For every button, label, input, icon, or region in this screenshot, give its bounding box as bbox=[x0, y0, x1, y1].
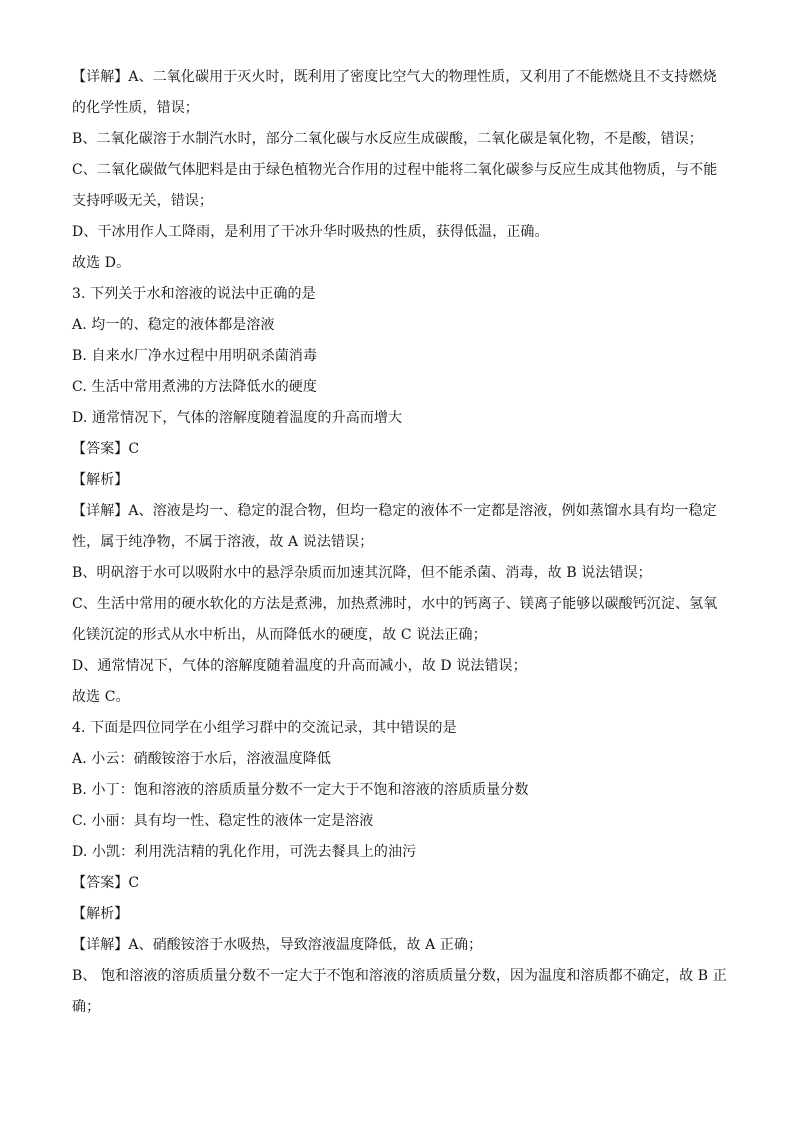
q3-answer: 【答案】C bbox=[72, 441, 140, 457]
q4-detail-a: 【详解】A、硝酸铵溶于水吸热，导致溶液温度降低，故 A 正确； bbox=[72, 937, 483, 953]
q2-detail-c-line-2: 支持呼吸无关，错误； bbox=[72, 193, 213, 209]
q2-detail-c-line-1: C、二氧化碳做气体肥料是由于绿色植物光合作用的过程中能将二氧化碳参与反应生成其他物质，与不能 bbox=[72, 162, 718, 178]
q2-detail-line-1: 【详解】A、二氧化碳用于灭火时，既利用了密度比空气大的物理性质，又利用了不能燃烧且不支持燃烧 bbox=[72, 69, 717, 85]
q3-detail-line-1: 【详解】A、溶液是均一、稳定的混合物，但均一稳定的液体不一定都是溶液，例如蒸馏水具有均一稳定 bbox=[72, 503, 717, 519]
q4-option-d: D. 小凯：利用洗洁精的乳化作用，可洗去餐具上的油污 bbox=[72, 844, 417, 860]
q4-detail-b-line-2: 确； bbox=[72, 999, 101, 1015]
q3-option-c: C. 生活中常用煮沸的方法降低水的硬度 bbox=[72, 379, 318, 395]
q2-detail-d: D、干冰用作人工降雨，是利用了干冰升华时吸热的性质，获得低温，正确。 bbox=[72, 224, 549, 240]
q3-stem: 3. 下列关于水和溶液的说法中正确的是 bbox=[72, 286, 316, 302]
q4-analysis-label: 【解析】 bbox=[72, 906, 129, 922]
q4-stem: 4. 下面是四位同学在小组学习群中的交流记录，其中错误的是 bbox=[72, 720, 457, 736]
q3-option-d: D. 通常情况下，气体的溶解度随着温度的升高而增大 bbox=[72, 410, 403, 426]
document-page bbox=[72, 62, 727, 1023]
q3-detail-line-2: 性，属于纯净物，不属于溶液，故 A 说法错误； bbox=[72, 534, 374, 550]
q3-detail-d: D、通常情况下，气体的溶解度随着温度的升高而减小，故 D 说法错误； bbox=[72, 658, 527, 674]
q3-option-b: B. 自来水厂净水过程中用明矾杀菌消毒 bbox=[72, 348, 318, 364]
q2-conclusion: 故选 D。 bbox=[72, 255, 131, 271]
q3-detail-b: B、明矾溶于水可以吸附水中的悬浮杂质而加速其沉降，但不能杀菌、消毒，故 B 说法错误； bbox=[72, 565, 652, 581]
q3-analysis-label: 【解析】 bbox=[72, 472, 129, 488]
q3-detail-c-line-2: 化镁沉淀的形式从水中析出，从而降低水的硬度，故 C 说法正确； bbox=[72, 627, 487, 643]
q2-detail-b: B、二氧化碳溶于水制汽水时，部分二氧化碳与水反应生成碳酸，二氧化碳是氧化物，不是酸，错误； bbox=[72, 131, 703, 147]
q3-option-a: A. 均一的、稳定的液体都是溶液 bbox=[72, 317, 275, 333]
q4-option-a: A. 小云：硝酸铵溶于水后，溶液温度降低 bbox=[72, 751, 332, 767]
q4-option-b: B. 小丁：饱和溶液的溶质质量分数不一定大于不饱和溶液的溶质质量分数 bbox=[72, 782, 529, 798]
q3-detail-c-line-1: C、生活中常用的硬水软化的方法是煮沸，加热煮沸时，水中的钙离子、镁离子能够以碳酸钙沉淀、氢氧 bbox=[72, 596, 718, 612]
q3-conclusion: 故选 C。 bbox=[72, 689, 130, 705]
q4-detail-b-line-1: B、 饱和溶液的溶质质量分数不一定大于不饱和溶液的溶质质量分数，因为温度和溶质都不确定，故 B 正 bbox=[72, 968, 727, 984]
q2-detail-line-2: 的化学性质，错误； bbox=[72, 100, 199, 116]
q4-option-c: C. 小丽：具有均一性、稳定性的液体一定是溶液 bbox=[72, 813, 374, 829]
q4-answer: 【答案】C bbox=[72, 875, 140, 891]
